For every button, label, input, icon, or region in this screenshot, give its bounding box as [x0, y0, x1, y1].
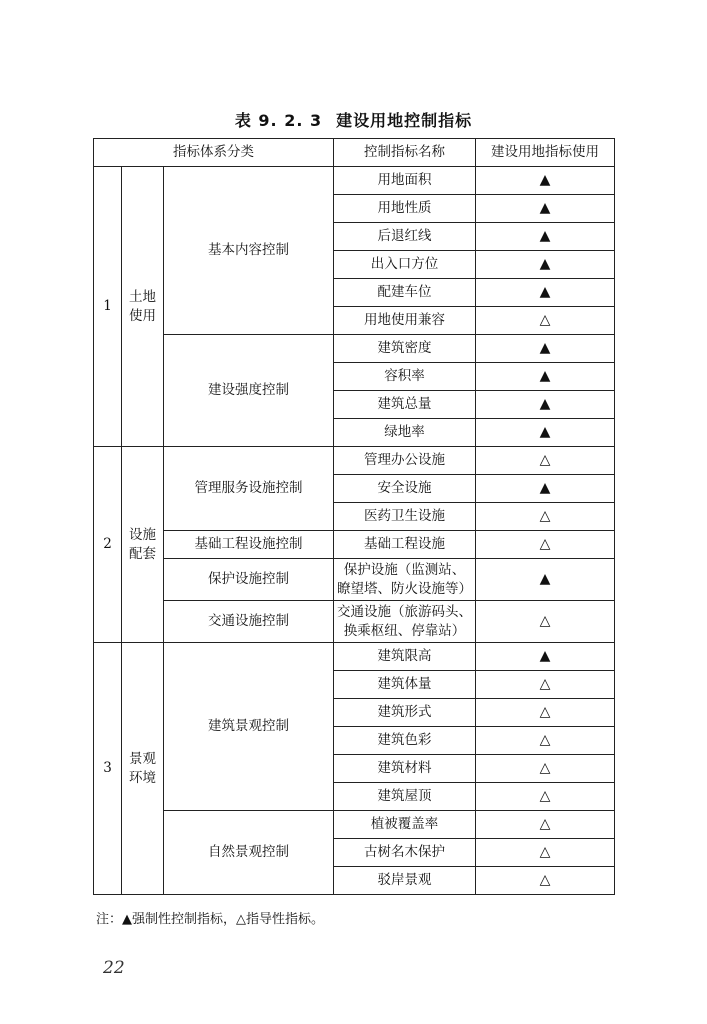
table-body — [94, 139, 615, 895]
indicator-name-line: 换乘枢纽、停靠站） — [343, 622, 466, 639]
subgroup-name: 建设强度控制 — [164, 335, 334, 447]
indicator-name: 管理办公设施 — [334, 447, 476, 475]
page-title — [0, 108, 707, 131]
indicator-name: 用地面积 — [334, 167, 476, 195]
group-number: 3 — [94, 643, 122, 895]
guideline-mark-icon: △ — [476, 699, 615, 727]
group-name — [122, 643, 164, 895]
table-row — [94, 811, 615, 839]
mandatory-mark-icon: ▲ — [476, 391, 615, 419]
footnote: 注：▲强制性控制指标，△指导性指标。 — [96, 912, 324, 927]
guideline-mark-icon: △ — [476, 755, 615, 783]
group-name-line: 设施 — [129, 526, 156, 543]
subgroup-name: 管理服务设施控制 — [164, 447, 334, 531]
mandatory-mark-icon: ▲ — [476, 363, 615, 391]
mandatory-mark-icon: ▲ — [476, 279, 615, 307]
subgroup-name: 建筑景观控制 — [164, 643, 334, 811]
indicator-name — [334, 601, 476, 643]
subgroup-name: 基本内容控制 — [164, 167, 334, 335]
guideline-mark-icon: △ — [476, 671, 615, 699]
mandatory-mark-icon: ▲ — [476, 335, 615, 363]
indicator-name: 建筑体量 — [334, 671, 476, 699]
indicator-name: 建筑屋顶 — [334, 783, 476, 811]
group-name-line: 使用 — [129, 307, 156, 324]
mandatory-mark-icon: ▲ — [476, 419, 615, 447]
group-name-line: 景观 — [129, 750, 156, 767]
indicator-name: 植被覆盖率 — [334, 811, 476, 839]
group-name-line: 环境 — [129, 769, 156, 786]
indicator-name: 配建车位 — [334, 279, 476, 307]
table-row — [94, 167, 615, 195]
guideline-mark-icon: △ — [476, 447, 615, 475]
guideline-mark-icon: △ — [476, 811, 615, 839]
indicator-name-line: 交通设施（旅游码头、 — [337, 603, 473, 620]
header-row — [94, 139, 615, 167]
indicator-name: 安全设施 — [334, 475, 476, 503]
subgroup-name: 自然景观控制 — [164, 811, 334, 895]
header-usage: 建设用地指标使用 — [476, 139, 615, 167]
guideline-mark-icon: △ — [476, 867, 615, 895]
mandatory-mark-icon: ▲ — [476, 167, 615, 195]
mandatory-mark-icon: ▲ — [476, 559, 615, 601]
header-system: 指标体系分类 — [94, 139, 334, 167]
header-indicator: 控制指标名称 — [334, 139, 476, 167]
indicator-name: 建筑密度 — [334, 335, 476, 363]
table-row — [94, 559, 615, 601]
table-row — [94, 335, 615, 363]
indicator-name: 建筑色彩 — [334, 727, 476, 755]
indicator-name: 用地使用兼容 — [334, 307, 476, 335]
mandatory-mark-icon: ▲ — [476, 643, 615, 671]
group-name-line: 配套 — [129, 545, 156, 562]
guideline-mark-icon: △ — [476, 727, 615, 755]
mandatory-mark-icon: ▲ — [476, 195, 615, 223]
mandatory-mark-icon: ▲ — [476, 223, 615, 251]
indicator-name: 用地性质 — [334, 195, 476, 223]
subgroup-name: 保护设施控制 — [164, 559, 334, 601]
indicator-name: 绿地率 — [334, 419, 476, 447]
indicator-name: 建筑总量 — [334, 391, 476, 419]
guideline-mark-icon: △ — [476, 839, 615, 867]
group-name-line: 土地 — [129, 288, 156, 305]
indicator-name-line: 瞭望塔、防火设施等） — [337, 580, 473, 597]
table-number: 表 9. 2. 3 — [234, 111, 323, 130]
guideline-mark-icon: △ — [476, 783, 615, 811]
guideline-mark-icon: △ — [476, 531, 615, 559]
indicator-name: 后退红线 — [334, 223, 476, 251]
control-indicator-table — [93, 138, 615, 895]
indicator-name: 驳岸景观 — [334, 867, 476, 895]
indicator-name-line: 保护设施（监测站、 — [343, 561, 466, 578]
subgroup-name: 基础工程设施控制 — [164, 531, 334, 559]
indicator-name: 容积率 — [334, 363, 476, 391]
table-row — [94, 447, 615, 475]
indicator-name: 建筑材料 — [334, 755, 476, 783]
indicator-name: 古树名木保护 — [334, 839, 476, 867]
group-number: 2 — [94, 447, 122, 643]
table-row — [94, 531, 615, 559]
page-number: 22 — [103, 958, 125, 978]
indicator-name — [334, 559, 476, 601]
indicator-name: 建筑形式 — [334, 699, 476, 727]
guideline-mark-icon: △ — [476, 601, 615, 643]
indicator-name: 医药卫生设施 — [334, 503, 476, 531]
subgroup-name: 交通设施控制 — [164, 601, 334, 643]
guideline-mark-icon: △ — [476, 503, 615, 531]
table-title: 建设用地控制指标 — [336, 111, 473, 130]
mandatory-mark-icon: ▲ — [476, 251, 615, 279]
indicator-name: 基础工程设施 — [334, 531, 476, 559]
indicator-name: 建筑限高 — [334, 643, 476, 671]
indicator-name: 出入口方位 — [334, 251, 476, 279]
table-row — [94, 643, 615, 671]
guideline-mark-icon: △ — [476, 307, 615, 335]
table-row — [94, 601, 615, 643]
mandatory-mark-icon: ▲ — [476, 475, 615, 503]
group-name — [122, 167, 164, 447]
group-number: 1 — [94, 167, 122, 447]
group-name — [122, 447, 164, 643]
